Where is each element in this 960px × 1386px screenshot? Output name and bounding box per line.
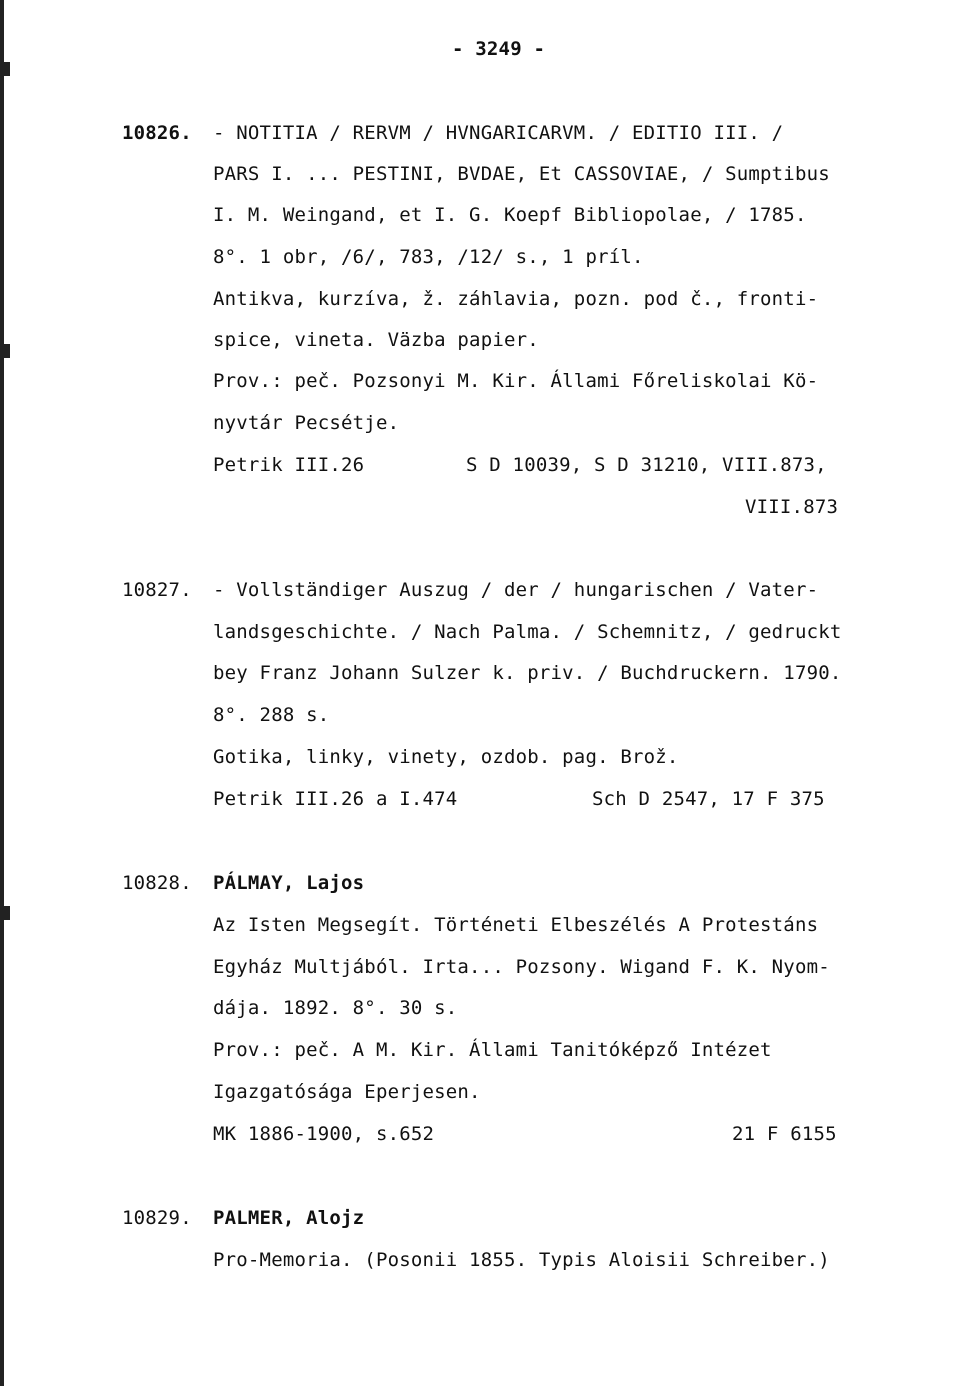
entry-line: Prov.: peč. A M. Kir. Állami Tanitóképző Intézet [213,1039,772,1061]
entry-id: 10827. [122,579,192,601]
entry-line: Igazgatósága Eperjesen. [213,1081,481,1103]
entry-line: Gotika, linky, vinety, ozdob. pag. Brož. [213,746,679,768]
entry-line: spice, vineta. Väzba papier. [213,329,539,351]
entry-line: 8°. 1 obr, /6/, 783, /12/ s., 1 príl. [213,246,644,268]
punch-mark [0,344,10,358]
page-number: - 3249 - [452,38,546,60]
reference-right: 21 F 6155 [732,1123,837,1145]
entry-id: 10828. [122,872,192,894]
reference-left: MK 1886-1900, s.652 [213,1123,435,1145]
entry-line: landsgeschichte. / Nach Palma. / Schemnitz, / gedruckt [213,621,842,643]
entry-line: - Vollständiger Auszug / der / hungarischen / Vater- [213,579,819,601]
reference-right: S D 10039, S D 31210, VIII.873, [466,454,827,476]
entry-line: nyvtár Pecsétje. [213,412,400,434]
entry-line: 8°. 288 s. [213,704,330,726]
entry-line: Az Isten Megsegít. Történeti Elbeszélés A Protestáns [213,914,819,936]
entry-line: Prov.: peč. Pozsonyi M. Kir. Állami Főreliskolai Kö- [213,370,819,392]
entry-line: PARS I. ... PESTINI, BVDAE, Et CASSOVIAE, / Sumptibus [213,163,830,185]
entry-line: - NOTITIA / RERVM / HVNGARICARVM. / EDITIO III. / [213,122,784,144]
entry-id: 10829. [122,1207,192,1229]
reference-left: Petrik III.26 a I.474 [213,788,458,810]
entry-line: Pro-Memoria. (Posonii 1855. Typis Aloisii Schreiber.) [213,1249,830,1271]
entry-line: Egyház Multjából. Irta... Pozsony. Wigand F. K. Nyom- [213,956,830,978]
reference-right: Sch D 2547, 17 F 375 [592,788,825,810]
entry-line: I. M. Weingand, et I. G. Koepf Bibliopolae, / 1785. [213,204,807,226]
entry-line: bey Franz Johann Sulzer k. priv. / Buchdruckern. 1790. [213,662,842,684]
entry-line: dája. 1892. 8°. 30 s. [213,997,458,1019]
entry-heading: PALMER, Alojz [213,1207,365,1229]
punch-mark [0,62,10,76]
reference-right-cont: VIII.873 [745,496,839,518]
punch-mark [0,906,10,920]
binding-edge [0,0,4,1386]
entry-line: Antikva, kurzíva, ž. záhlavia, pozn. pod č., fronti- [213,288,819,310]
reference-left: Petrik III.26 [213,454,365,476]
entry-id: 10826. [122,122,192,144]
entry-heading: PÁLMAY, Lajos [213,872,365,894]
